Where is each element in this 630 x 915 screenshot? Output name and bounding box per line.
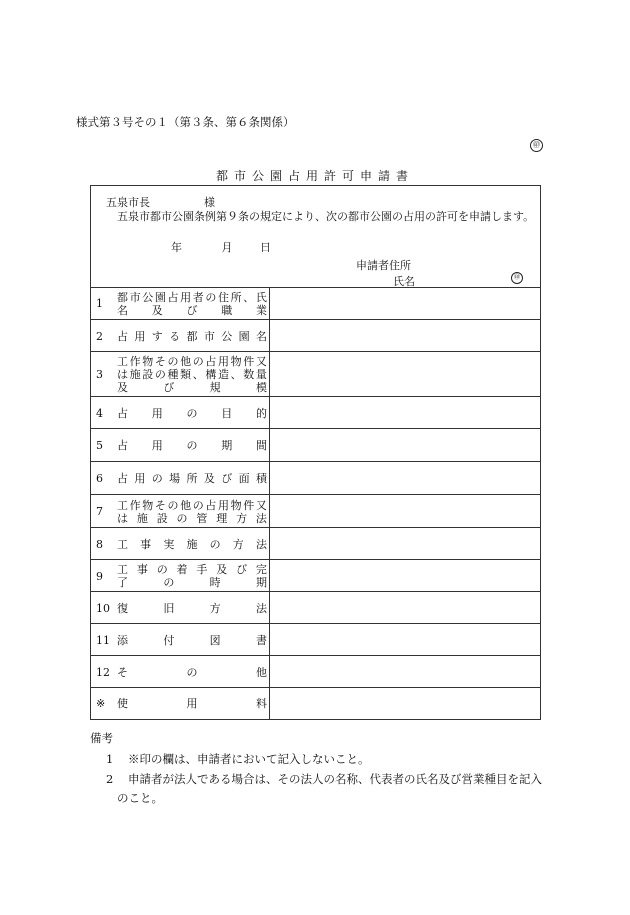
row-number: 5 — [96, 439, 103, 452]
row-label-line: 都 市 公 園 占 用 者 の 住 所 、 氏 — [117, 291, 267, 304]
row-label-line: 工 事 実 施 の 方 法 — [117, 538, 267, 551]
addressee-honorific: 様 — [204, 196, 215, 209]
request-statement — [106, 209, 536, 224]
seal-mark: ㊞ — [530, 139, 543, 152]
form-number: 様式第３号その１（第３条、第６条関係） — [76, 115, 295, 129]
row-label-line: 占 用 す る 都 市 公 園 名 — [117, 330, 267, 343]
form-row-7 — [91, 495, 540, 528]
row-value-field[interactable] — [269, 592, 540, 623]
row-label — [117, 634, 267, 647]
row-label-line: 占 用 の 目 的 — [117, 407, 267, 420]
note-text: 申請者が法人である場合は、その法人の名称、代表者の氏名及び営業種目を記入 — [128, 772, 542, 786]
row-number: 6 — [96, 472, 103, 485]
row-number: 1 — [96, 297, 103, 310]
row-label-line: 名 及 び 職 業 — [117, 304, 267, 317]
applicant-seal-mark: ㊞ — [511, 272, 523, 284]
row-number: 12 — [96, 666, 110, 679]
form-row-3 — [91, 352, 540, 397]
row-number: 4 — [96, 407, 103, 420]
row-value-field[interactable] — [269, 429, 540, 461]
row-label-line: 工 事 の 着 手 及 び 完 — [117, 563, 267, 576]
row-label — [117, 666, 267, 679]
row-label-line: は 施 設 の 管 理 方 法 — [117, 512, 267, 525]
note-item-1 — [106, 751, 370, 767]
row-value-field[interactable] — [269, 624, 540, 655]
application-header-cell — [91, 186, 540, 288]
addressee: 五泉市長 — [106, 196, 150, 209]
applicant-address-label: 申請者住所 — [356, 259, 411, 272]
row-number: 9 — [96, 570, 103, 583]
row-label-line: 及 び 規 模 — [117, 381, 267, 394]
row-number: ※ — [96, 697, 106, 710]
form-row-4 — [91, 397, 540, 429]
applicant-name-label: 氏名 — [393, 275, 415, 288]
row-value-field[interactable] — [269, 287, 540, 319]
addressee-line — [106, 194, 215, 210]
row-label-line: 占 用 の 期 間 — [117, 439, 267, 452]
row-number: 3 — [96, 368, 103, 381]
date-line — [154, 239, 271, 255]
row-value-field[interactable] — [269, 397, 540, 428]
row-label-line: 添 付 図 書 — [117, 634, 267, 647]
note-text: ※印の欄は、申請者において記入しないこと。 — [128, 752, 370, 766]
row-label — [117, 291, 267, 317]
row-value-field[interactable] — [269, 560, 540, 591]
form-row-13 — [91, 688, 540, 719]
page-title: 都市公園占用許可申請書 — [215, 169, 414, 183]
note-number: 2 — [106, 772, 114, 786]
form-row-12 — [91, 656, 540, 688]
row-number: 7 — [96, 505, 103, 518]
row-label-line: 了 の 時 期 — [117, 576, 267, 589]
note-item-2-continuation: のこと。 — [117, 791, 163, 805]
note-item-2 — [106, 771, 542, 787]
form-row-2 — [91, 320, 540, 352]
form-row-1 — [91, 287, 540, 320]
form-row-6 — [91, 462, 540, 495]
row-label — [117, 563, 267, 589]
row-value-field[interactable] — [269, 320, 540, 351]
row-label-line: 使 用 料 — [117, 697, 267, 710]
row-label-line: 工 作 物 そ の 他 の 占 用 物 件 又 — [117, 499, 267, 512]
row-number: 11 — [96, 634, 110, 647]
row-label — [117, 538, 267, 551]
row-value-field[interactable] — [269, 528, 540, 559]
row-label-line: 復 旧 方 法 — [117, 602, 267, 615]
row-value-field[interactable] — [269, 495, 540, 527]
row-label — [117, 602, 267, 615]
row-value-field[interactable] — [269, 462, 540, 494]
date-year-label: 年 — [171, 241, 182, 254]
row-value-field[interactable] — [269, 688, 540, 719]
application-form-table — [90, 185, 541, 720]
row-label-line: そ の 他 — [117, 666, 267, 679]
row-label-line: 占 用 の 場 所 及 び 面 積 — [117, 472, 267, 485]
form-row-10 — [91, 592, 540, 624]
row-label — [117, 697, 267, 710]
note-number: 1 — [106, 752, 114, 766]
row-label — [117, 407, 267, 420]
form-row-8 — [91, 528, 540, 560]
row-label — [117, 499, 267, 525]
row-number: 2 — [96, 330, 103, 343]
row-label — [117, 472, 267, 485]
date-month-label: 月 — [221, 241, 233, 254]
notes-title: 備考 — [90, 731, 113, 745]
row-value-field[interactable] — [269, 656, 540, 687]
row-label — [117, 439, 267, 452]
row-label — [117, 355, 267, 394]
date-day-label: 日 — [260, 241, 271, 254]
row-value-field[interactable] — [269, 352, 540, 396]
form-row-9 — [91, 560, 540, 592]
form-row-5 — [91, 429, 540, 462]
row-label-line: は 施 設 の 種 類 、 構 造 、 数 量 — [117, 368, 267, 381]
row-label — [117, 330, 267, 343]
request-statement-text: 五泉市都市公園条例第９条の規定により、次の都市公園の占用の許可を申請します。 — [117, 210, 535, 223]
row-label-line: 工 作 物 そ の 他 の 占 用 物 件 又 — [117, 355, 267, 368]
row-number: 10 — [96, 602, 110, 615]
form-row-11 — [91, 624, 540, 656]
row-number: 8 — [96, 538, 103, 551]
